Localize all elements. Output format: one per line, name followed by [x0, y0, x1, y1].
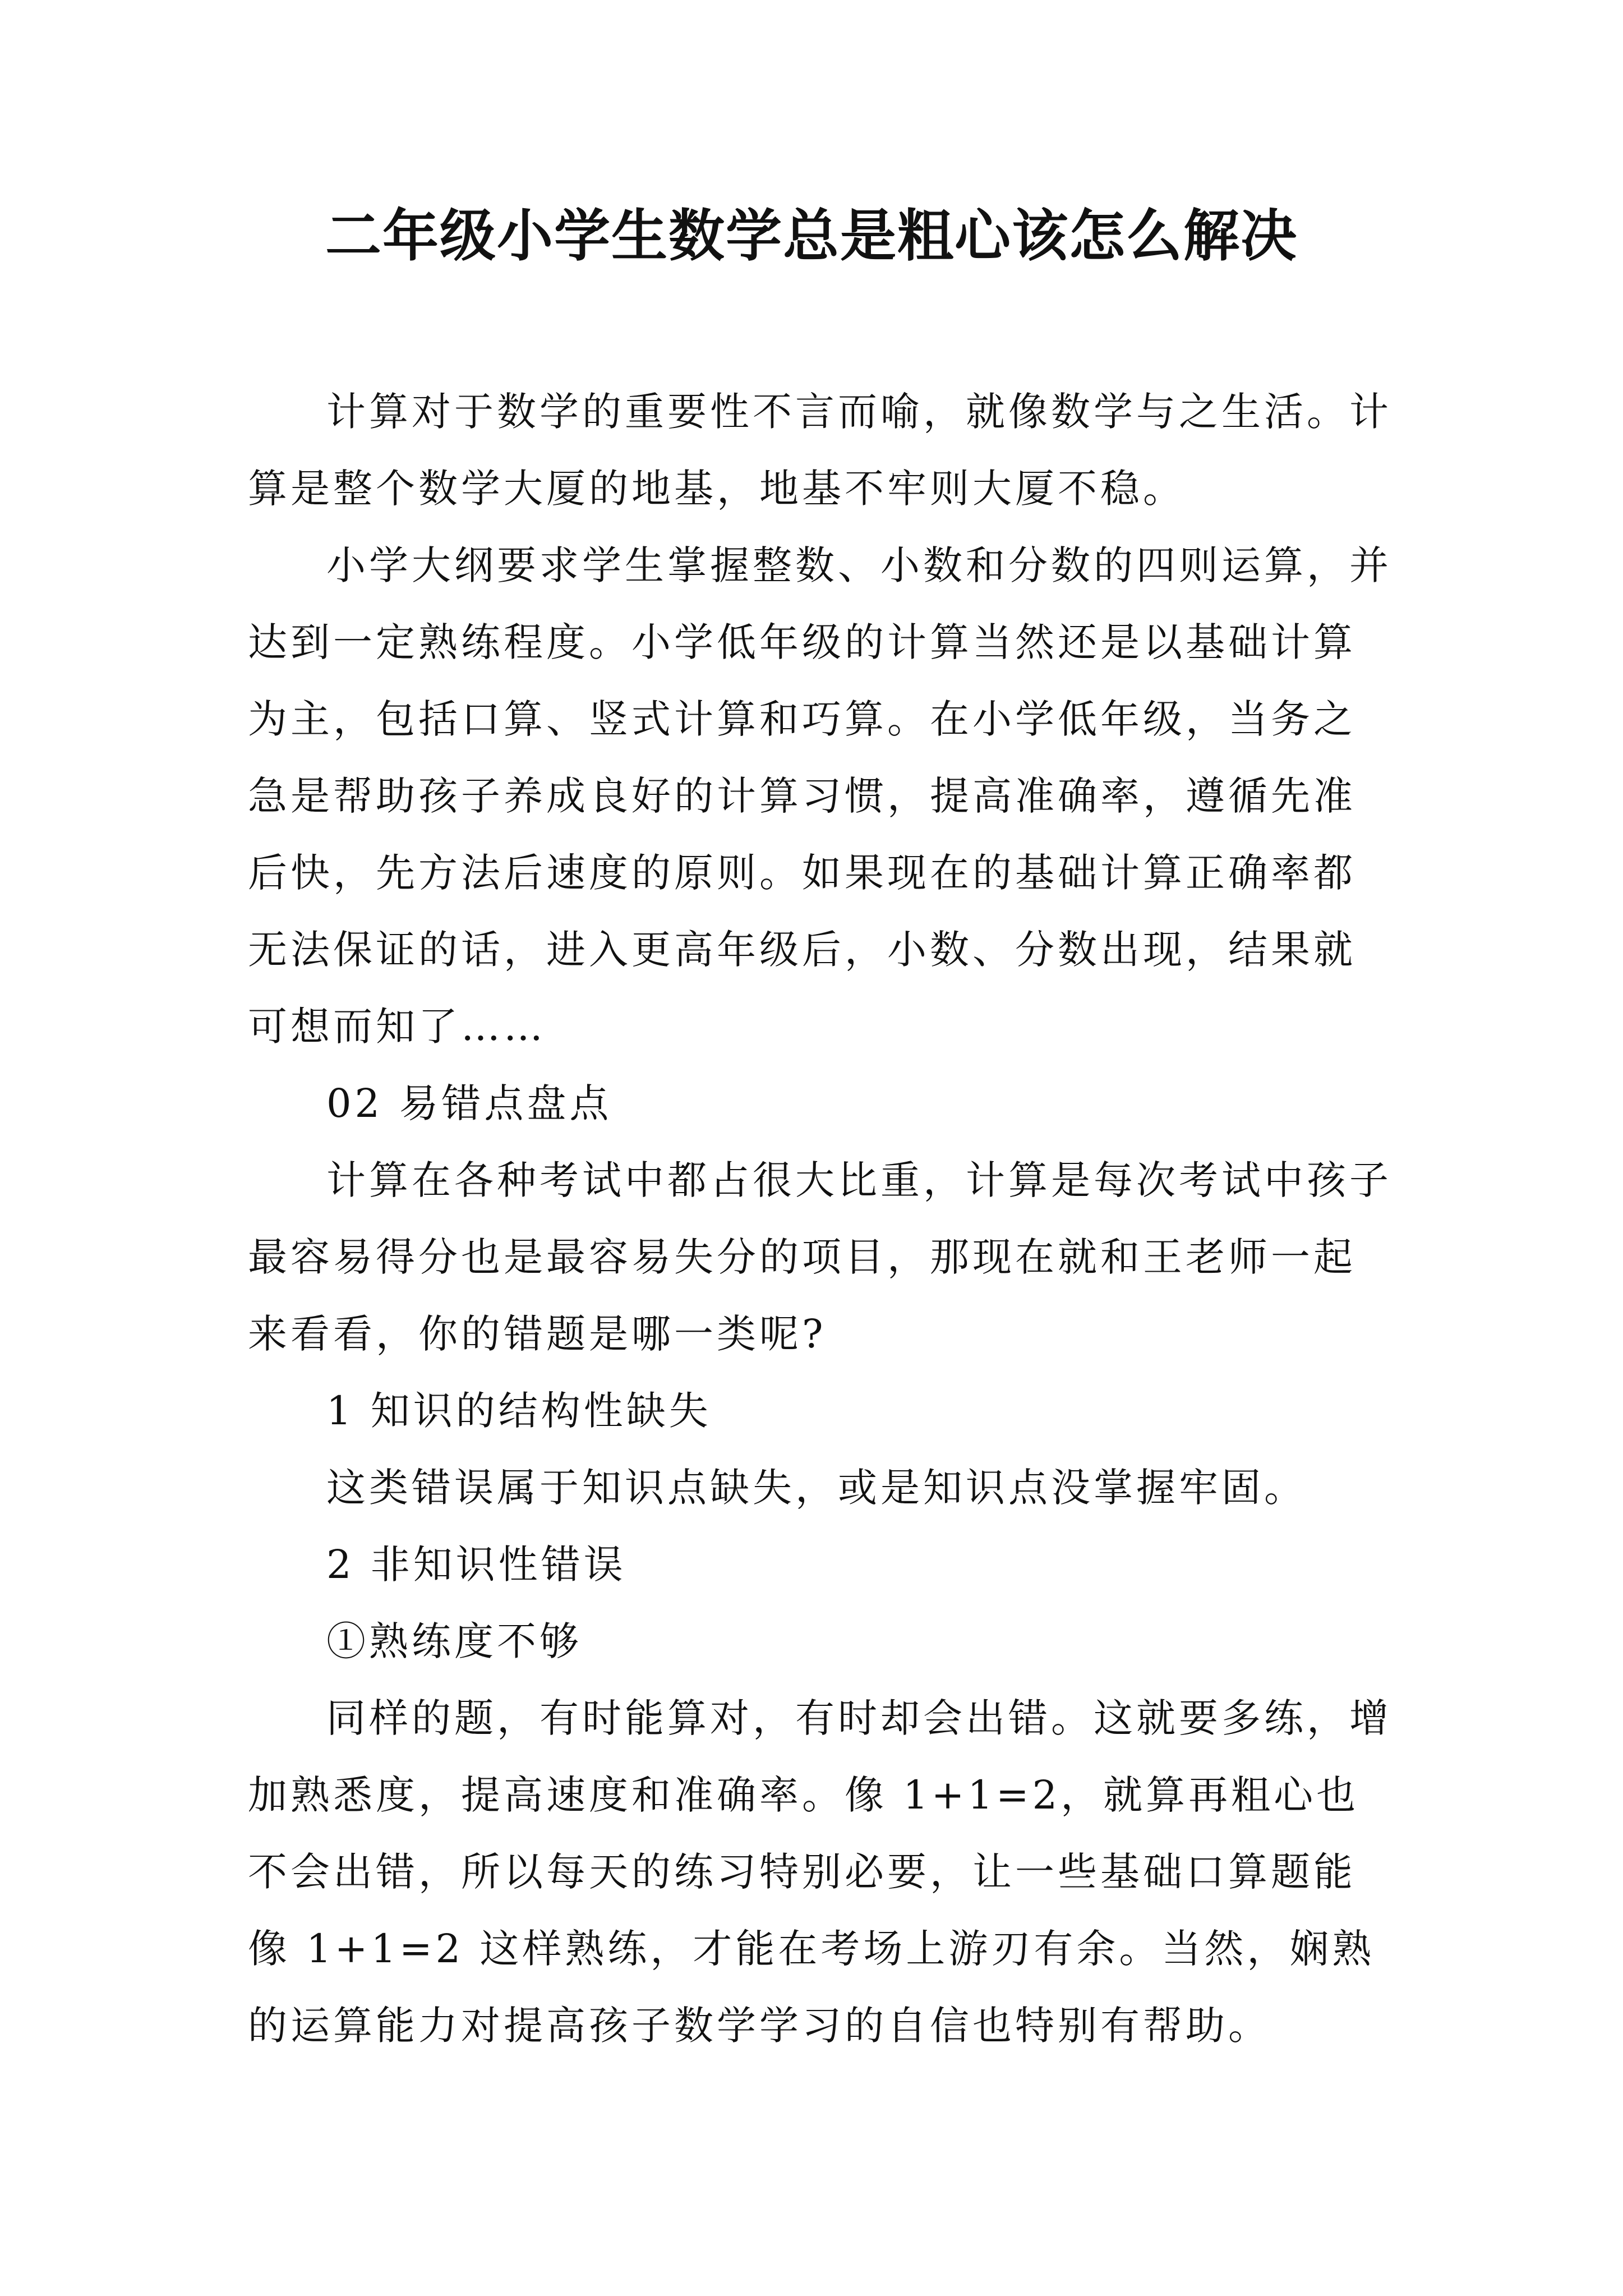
section-heading-error-points: 02 易错点盘点 — [326, 1080, 612, 1126]
paragraph-knowledge-gap: 这类错误属于知识点缺失，或是知识点没掌握牢固。 — [326, 1465, 1307, 1511]
subheading-proficiency: ①熟练度不够 — [326, 1618, 582, 1664]
paragraph-intro: 计算对于数学的重要性不言而喻，就像数学与之生活。计算是整个数学大厦的地基，地基不牢则大厦不稳。 — [248, 389, 1392, 512]
subheading-knowledge-gap: 1 知识的结构性缺失 — [326, 1388, 712, 1434]
paragraph-proficiency: 同样的题，有时能算对，有时却会出错。这就要多练，增加熟悉度，提高速度和准确率。像 1+1=2，就算再粗心也不会出错，所以每天的练习特别必要，让一些基础口算题能像 1+1=2 这样熟练，才能在考场上游刃有余。当然，娴熟的运算能力对提高孩子数学学习的自信也特别有帮助。 — [248, 1695, 1392, 2049]
paragraph-exam-weight: 计算在各种考试中都占很大比重，计算是每次考试中孩子最容易得分也是最容易失分的项目，那现在就和王老师一起来看看，你的错题是哪一类呢? — [248, 1157, 1392, 1357]
paragraph-syllabus: 小学大纲要求学生掌握整数、小数和分数的四则运算，并达到一定熟练程度。小学低年级的计算当然还是以基础计算为主，包括口算、竖式计算和巧算。在小学低年级，当务之急是帮助孩子养成良好的计算习惯，提高准确率，遵循先准后快，先方法后速度的原则。如果现在的基础计算正确率都无法保证的话，进入更高年级后，小数、分数出现，结果就可想而知了…… — [248, 542, 1392, 1050]
document-title: 二年级小学生数学总是粗心该怎么解决 — [325, 203, 1298, 269]
subheading-non-knowledge-error: 2 非知识性错误 — [326, 1542, 626, 1588]
document-body — [248, 374, 1392, 2064]
